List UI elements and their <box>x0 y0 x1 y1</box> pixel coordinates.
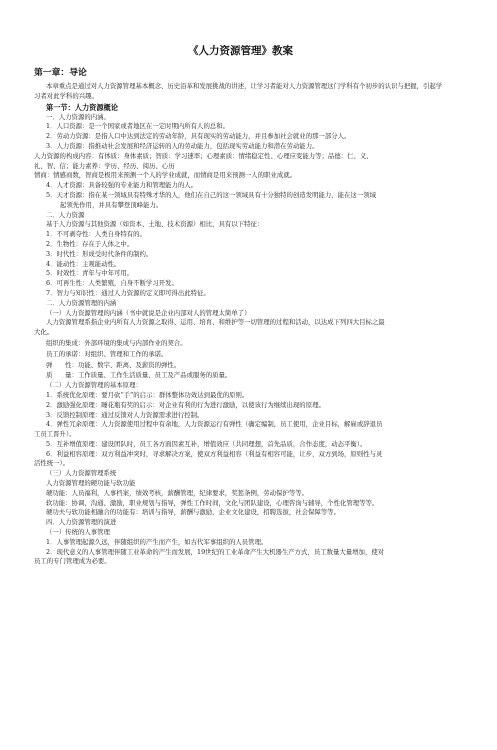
text-line: 基于人力资源与其他资源（如资本、土地、技术资源）相比，具有以下特征： <box>46 220 264 229</box>
outline-item: 二．人力资源 <box>46 210 85 219</box>
list-item: 2．生物性：存在于人体之中。 <box>46 239 134 248</box>
list-item: 3．时代性：形成受时代条件的制约。 <box>46 249 153 258</box>
principle-item: 5．互补增值原理：建设团队时，员工各方面因素互补，增值效应（共同理想，首先品质，合作态度，动态平衡）。 <box>46 439 367 448</box>
principle-item-continuation: 工员工晋升）。 <box>34 430 76 439</box>
goal-item: 员工的承诺：对组织、管理和工作的承诺。 <box>46 349 168 358</box>
section-heading: 第一节：人力资源概论 <box>46 102 118 112</box>
text-line-continuation: 大化。 <box>34 328 54 337</box>
principle-item: 1．系统优化原理：要月砍“手”的启示：群体整体功效达到最优的原则。 <box>46 390 249 399</box>
text-line: 硬功能：人员福利，人事档案，绩效考核，薪酬管理，纪律要求，奖惩条例，劳动保护等等。 <box>46 488 309 497</box>
goal-item: 弹 性：功能、数字、距离、及薪资的弹性。 <box>46 360 181 369</box>
outline-subitem: （二）人力资源管理的基本原理： <box>46 381 142 390</box>
text-line: 人力资源管理系指企业内所有人力资源之取得、运用、培育、和维护等一切管理的过程和活动，以达成下列四大目标之最 <box>46 318 385 327</box>
chapter-heading: 第一章：导论 <box>34 68 87 78</box>
principle-item: 2．激励强化原理：睡花瓶有奖的启示：对企业有利的行为进行激励，以使该行为继续出现的原理。 <box>46 400 325 409</box>
goal-item: 质 量：工作质量、工作生活质量、员工及产品或服务的质量。 <box>46 371 232 380</box>
list-item: 4．人才资源：具备较强的专业能力和管理能力的人。 <box>46 181 198 190</box>
list-item: 6．可再生性：人类繁殖，自身不断学习开发。 <box>46 279 178 288</box>
document-title: 《人力资源管理》教案 <box>188 45 293 57</box>
principle-item: 3．反馈控制原理：通过反馈对人力资源需求进行控制。 <box>46 410 204 419</box>
outline-item: 二．人力资源管理的内涵 <box>46 298 117 307</box>
outline-subitem: （一）传统的人事管理 <box>46 528 110 537</box>
list-item: 1．不可剥夺性：人类自身特有的。 <box>46 230 146 239</box>
text-line: 硬功夫与软功能相融合的功能有：培训与指导，薪酬与激励，企业文化建设，招聘选拔，社会保障等等。 <box>46 508 340 517</box>
text-line: 礼、智、信；能力素养：学历、经历、阅历、心历 <box>34 161 175 170</box>
principle-item: 4．弹性冗余原理：人力资源使用过程中有余地，人力资源运行有弹性（确定编制，员工使用，企业目标，解雇或辞退员 <box>46 420 383 429</box>
chapter-intro: 本章重点是通过对人力资源管理基本概念、历史沿革和发展挑战的讲述，让学习者能对人力资源管理这门学科有个初步的认识与把握，引起学习者对此学科的兴趣。 <box>34 82 443 100</box>
list-item: 2．劳动力资源：是指人口中达到法定的劳动年龄，具有现实的劳动能力，并且参加社会就业的那一部分人。 <box>46 132 351 141</box>
principle-item-continuation: 活性统一）。 <box>34 459 70 468</box>
outline-subitem: （一）人力资源管理的内涵（书中就说是企业内部对人的管理太简单了） <box>46 308 251 317</box>
list-item: 5．时效性：青年与中年可用。 <box>46 269 134 278</box>
text-line: 人力资源的构成内容：有体质：身体素质；智质：学习速率；心理素质：情绪稳定性、心理应变能力等；品德：仁、义、 <box>34 151 373 160</box>
outline-item: 一．人力资源的内涵。 <box>46 112 110 121</box>
list-item: 2．现代意义的人事管理伴随工业革命的产生而发展，19世纪的工业革命产生大机器生产方式，员工数量大量增加，使对 <box>46 547 385 556</box>
list-item-continuation: 员工的专门管理成为必要。 <box>34 557 111 566</box>
outline-item: 四．人力资源管理的演进 <box>46 518 117 527</box>
list-item: 5．天才资源：指在某一领域具有特殊才华的人，他们在自己的这一领域具有十分独特的创造发明能力，能在这一领域 <box>46 190 376 199</box>
list-item: 1．人事管理起源久远，伴随组织的产生而产生，如古代军事组织的人员管理。 <box>46 537 268 546</box>
goal-item: 组织的集成：外部环境的集成与内部作业的契合。 <box>46 338 187 347</box>
list-item-continuation: 起领先作用，并具有攀登顶峰能力。 <box>60 200 163 209</box>
text-line: 人力资源管理的硬功能与软功能 <box>46 479 136 488</box>
text-line: 情商：情感商数，智商是极用来预测一个人的学业成就，而情商是用来预测一人的职业成就。 <box>34 171 297 180</box>
list-item: 4．能动性：主观能动性。 <box>46 259 121 268</box>
principle-item: 6．利益相容原理：双方利益冲突时，寻求解决方案，使双方利益相容（利益有相容可能，让步，双方到场，原则性与灵 <box>46 449 383 458</box>
list-item: 1．人口资源：是一个国家或者地区在一定时期内所有人的总和。 <box>46 122 230 131</box>
outline-subitem: （三）人力资源管理系统 <box>46 469 117 478</box>
list-item: 3．人力资源：指推动社会发展和经济运转的人的劳动能力，包括现实劳动能力和潜在劳动能力。 <box>46 141 319 150</box>
text-line: 软功能：协调、沟通、激励，职业规划与指导，弹性工作时间，文化与团队建设，心理咨询与辅导，个性化管理等等。 <box>46 498 379 507</box>
list-item: 7．智力与知识性：通过人力资源的定义即可得出此特征。 <box>46 288 210 297</box>
